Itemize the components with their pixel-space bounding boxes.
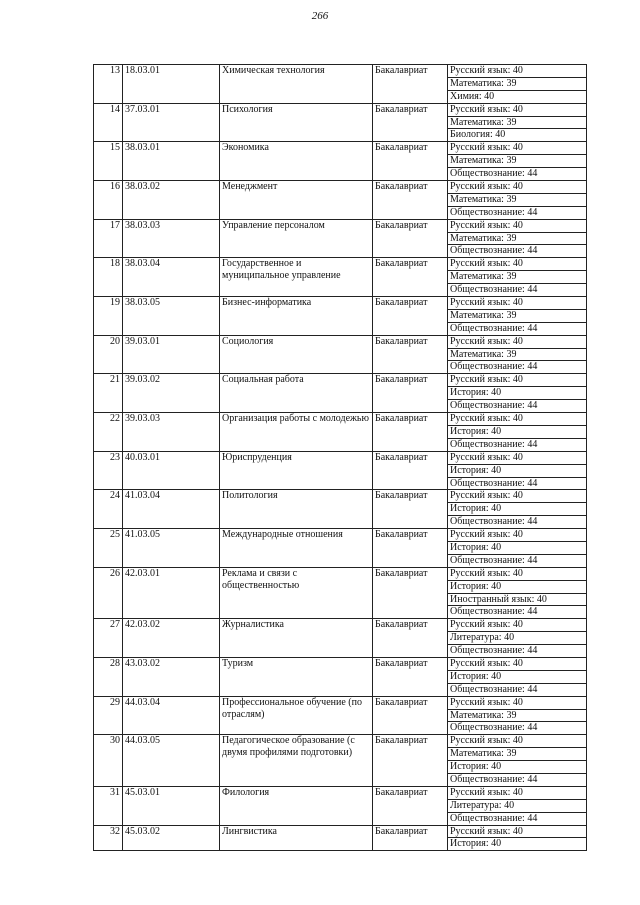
program-number: 18	[94, 258, 123, 297]
program-name: Юриспруденция	[220, 451, 373, 490]
education-level: Бакалавриат	[373, 567, 448, 619]
table-row	[94, 567, 587, 580]
exam-subject: Русский язык: 40	[448, 374, 587, 387]
table-row	[94, 735, 587, 748]
program-number: 30	[94, 735, 123, 787]
exam-subject: Обществознание: 44	[448, 400, 587, 413]
program-code: 44.03.05	[123, 735, 220, 787]
exam-subject: История: 40	[448, 580, 587, 593]
education-level: Бакалавриат	[373, 786, 448, 825]
education-level: Бакалавриат	[373, 181, 448, 220]
program-code: 38.03.02	[123, 181, 220, 220]
program-number: 31	[94, 786, 123, 825]
table-row	[94, 413, 587, 426]
programs-table-body	[94, 65, 587, 851]
program-code: 43.03.02	[123, 657, 220, 696]
education-level: Бакалавриат	[373, 696, 448, 735]
exam-subject: Русский язык: 40	[448, 529, 587, 542]
program-name: Туризм	[220, 657, 373, 696]
exam-subject: Литература: 40	[448, 632, 587, 645]
exam-subject: Обществознание: 44	[448, 284, 587, 297]
program-code: 45.03.01	[123, 786, 220, 825]
exam-subject: Обществознание: 44	[448, 773, 587, 786]
program-number: 22	[94, 413, 123, 452]
exam-subject: Обществознание: 44	[448, 683, 587, 696]
table-row	[94, 181, 587, 194]
table-row	[94, 335, 587, 348]
education-level: Бакалавриат	[373, 657, 448, 696]
exam-subject: Русский язык: 40	[448, 696, 587, 709]
program-number: 20	[94, 335, 123, 374]
education-level: Бакалавриат	[373, 451, 448, 490]
table-row	[94, 786, 587, 799]
program-name: Журналистика	[220, 619, 373, 658]
education-level: Бакалавриат	[373, 619, 448, 658]
exam-subject: Русский язык: 40	[448, 786, 587, 799]
exam-subject: Математика: 39	[448, 193, 587, 206]
exam-subject: История: 40	[448, 425, 587, 438]
table-row	[94, 103, 587, 116]
program-code: 41.03.05	[123, 529, 220, 568]
table-row	[94, 65, 587, 78]
education-level: Бакалавриат	[373, 219, 448, 258]
table-row	[94, 529, 587, 542]
exam-subject: История: 40	[448, 838, 587, 851]
exam-subject: Обществознание: 44	[448, 438, 587, 451]
program-name: Психология	[220, 103, 373, 142]
exam-subject: Обществознание: 44	[448, 168, 587, 181]
program-number: 17	[94, 219, 123, 258]
exam-subject: Биология: 40	[448, 129, 587, 142]
exam-subject: Русский язык: 40	[448, 297, 587, 310]
exam-subject: Химия: 40	[448, 90, 587, 103]
program-name: Международные отношения	[220, 529, 373, 568]
exam-subject: Обществознание: 44	[448, 245, 587, 258]
education-level: Бакалавриат	[373, 103, 448, 142]
table-row	[94, 451, 587, 464]
program-code: 38.03.04	[123, 258, 220, 297]
program-name: Менеджмент	[220, 181, 373, 220]
program-name: Реклама и связи с общественностью	[220, 567, 373, 619]
program-name: Управление персоналом	[220, 219, 373, 258]
table-row	[94, 490, 587, 503]
exam-subject: Обществознание: 44	[448, 606, 587, 619]
exam-subject: Русский язык: 40	[448, 825, 587, 838]
exam-subject: Обществознание: 44	[448, 516, 587, 529]
program-number: 29	[94, 696, 123, 735]
program-name: Филология	[220, 786, 373, 825]
exam-subject: Русский язык: 40	[448, 735, 587, 748]
table-row	[94, 696, 587, 709]
page-number: 266	[311, 10, 329, 22]
program-name: Государственное и муниципальное управление	[220, 258, 373, 297]
program-code: 41.03.04	[123, 490, 220, 529]
program-number: 23	[94, 451, 123, 490]
program-name: Химическая технология	[220, 65, 373, 104]
program-code: 40.03.01	[123, 451, 220, 490]
program-name: Бизнес-информатика	[220, 297, 373, 336]
education-level: Бакалавриат	[373, 297, 448, 336]
education-level: Бакалавриат	[373, 825, 448, 851]
program-number: 32	[94, 825, 123, 851]
table-row	[94, 258, 587, 271]
program-number: 28	[94, 657, 123, 696]
program-code: 42.03.02	[123, 619, 220, 658]
exam-subject: История: 40	[448, 503, 587, 516]
education-level: Бакалавриат	[373, 335, 448, 374]
exam-subject: Обществознание: 44	[448, 645, 587, 658]
exam-subject: История: 40	[448, 464, 587, 477]
exam-subject: Обществознание: 44	[448, 812, 587, 825]
exam-subject: Обществознание: 44	[448, 477, 587, 490]
exam-subject: Русский язык: 40	[448, 490, 587, 503]
exam-subject: Обществознание: 44	[448, 361, 587, 374]
exam-subject: Русский язык: 40	[448, 103, 587, 116]
exam-subject: Иностранный язык: 40	[448, 593, 587, 606]
exam-subject: Математика: 39	[448, 116, 587, 129]
exam-subject: Обществознание: 44	[448, 206, 587, 219]
exam-subject: Обществознание: 44	[448, 722, 587, 735]
program-code: 39.03.01	[123, 335, 220, 374]
exam-subject: Русский язык: 40	[448, 619, 587, 632]
exam-subject: Русский язык: 40	[448, 567, 587, 580]
table-row	[94, 297, 587, 310]
exam-subject: История: 40	[448, 541, 587, 554]
exam-subject: Русский язык: 40	[448, 258, 587, 271]
exam-subject: Математика: 39	[448, 155, 587, 168]
program-number: 19	[94, 297, 123, 336]
exam-subject: Русский язык: 40	[448, 657, 587, 670]
exam-subject: Русский язык: 40	[448, 181, 587, 194]
program-name: Социальная работа	[220, 374, 373, 413]
exam-subject: Математика: 39	[448, 309, 587, 322]
education-level: Бакалавриат	[373, 529, 448, 568]
program-code: 39.03.03	[123, 413, 220, 452]
program-code: 45.03.02	[123, 825, 220, 851]
exam-subject: Русский язык: 40	[448, 451, 587, 464]
program-name: Педагогическое образование (с двумя профилями подготовки)	[220, 735, 373, 787]
program-number: 14	[94, 103, 123, 142]
exam-subject: Русский язык: 40	[448, 65, 587, 78]
program-code: 37.03.01	[123, 103, 220, 142]
exam-subject: Литература: 40	[448, 799, 587, 812]
exam-subject: Русский язык: 40	[448, 142, 587, 155]
exam-subject: Обществознание: 44	[448, 322, 587, 335]
exam-subject: История: 40	[448, 670, 587, 683]
exam-subject: Математика: 39	[448, 232, 587, 245]
program-number: 21	[94, 374, 123, 413]
program-name: Политология	[220, 490, 373, 529]
program-number: 26	[94, 567, 123, 619]
program-number: 24	[94, 490, 123, 529]
exam-subject: История: 40	[448, 387, 587, 400]
exam-subject: Русский язык: 40	[448, 335, 587, 348]
exam-subject: История: 40	[448, 761, 587, 774]
education-level: Бакалавриат	[373, 258, 448, 297]
program-code: 38.03.03	[123, 219, 220, 258]
program-number: 16	[94, 181, 123, 220]
education-level: Бакалавриат	[373, 142, 448, 181]
education-level: Бакалавриат	[373, 490, 448, 529]
exam-subject: Математика: 39	[448, 748, 587, 761]
education-level: Бакалавриат	[373, 735, 448, 787]
education-level: Бакалавриат	[373, 374, 448, 413]
exam-subject: Русский язык: 40	[448, 413, 587, 426]
table-row	[94, 219, 587, 232]
table-row	[94, 142, 587, 155]
table-row	[94, 657, 587, 670]
exam-subject: Математика: 39	[448, 271, 587, 284]
program-number: 13	[94, 65, 123, 104]
education-level: Бакалавриат	[373, 413, 448, 452]
program-number: 15	[94, 142, 123, 181]
exam-subject: Русский язык: 40	[448, 219, 587, 232]
table-row	[94, 619, 587, 632]
program-code: 38.03.05	[123, 297, 220, 336]
program-code: 38.03.01	[123, 142, 220, 181]
exam-subject: Математика: 39	[448, 348, 587, 361]
program-code: 18.03.01	[123, 65, 220, 104]
table-row	[94, 374, 587, 387]
exam-subject: Обществознание: 44	[448, 554, 587, 567]
exam-subject: Математика: 39	[448, 709, 587, 722]
table-row	[94, 825, 587, 838]
program-name: Социология	[220, 335, 373, 374]
program-name: Профессиональное обучение (по отраслям)	[220, 696, 373, 735]
exam-subject: Математика: 39	[448, 77, 587, 90]
program-code: 39.03.02	[123, 374, 220, 413]
education-level: Бакалавриат	[373, 65, 448, 104]
program-code: 42.03.01	[123, 567, 220, 619]
program-name: Экономика	[220, 142, 373, 181]
program-name: Лингвистика	[220, 825, 373, 851]
programs-table	[93, 64, 587, 851]
program-number: 25	[94, 529, 123, 568]
program-name: Организация работы с молодежью	[220, 413, 373, 452]
program-code: 44.03.04	[123, 696, 220, 735]
program-number: 27	[94, 619, 123, 658]
